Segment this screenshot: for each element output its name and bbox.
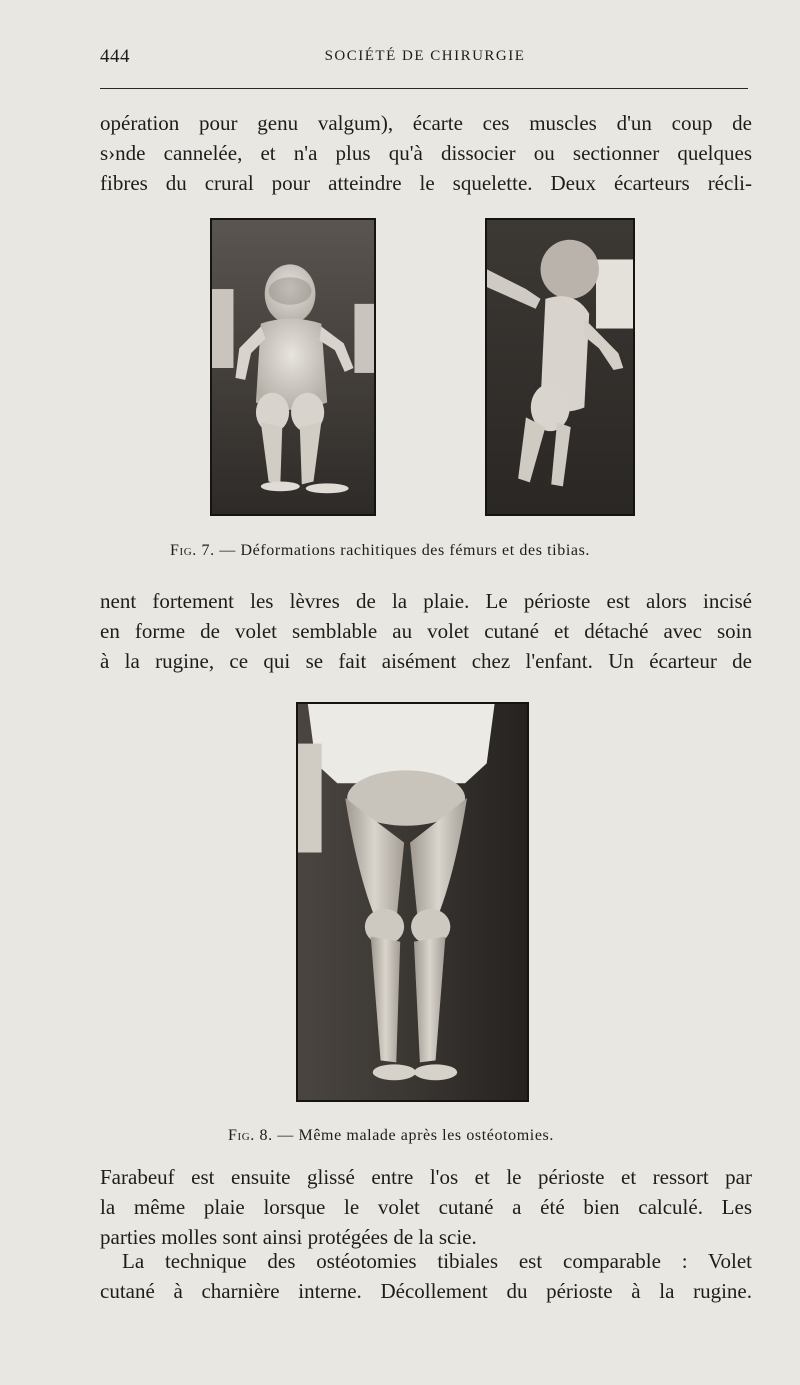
fig7-caption-text: — Déformations rachitiques des fémurs et des tibias. [219, 542, 590, 559]
text-line: opération pour genu valgum), écarte ces muscles d'un coup de [100, 111, 752, 135]
text-line: parties molles sont ainsi protégées de la scie. [100, 1225, 477, 1249]
fig7-label: Fig. 7. [170, 542, 215, 559]
paragraph-1 [100, 108, 752, 198]
running-head: SOCIÉTÉ DE CHIRURGIE [324, 48, 526, 64]
text-line: cutané à charnière interne. Décollement du périoste à la rugine. [100, 1279, 752, 1303]
fig8-label: Fig. 8. [228, 1127, 273, 1144]
header-rule [100, 88, 748, 89]
fig8-photo [296, 702, 529, 1102]
text-line: en forme de volet semblable au volet cutané et détaché avec soin [100, 619, 752, 643]
text-line: s›nde cannelée, et n'a plus qu'à dissocier ou sectionner quelques [100, 141, 752, 165]
text-line: La technique des ostéotomies tibiales est comparable : Volet [122, 1249, 752, 1273]
paragraph-3 [100, 1162, 752, 1252]
page-number: 444 [100, 46, 130, 67]
text-line: Farabeuf est ensuite glissé entre l'os et le périoste et ressort par [100, 1165, 752, 1189]
text-line: à la rugine, ce qui se fait aisément chez l'enfant. Un écarteur de [100, 649, 752, 673]
paragraph-2 [100, 586, 752, 676]
text-line: nent fortement les lèvres de la plaie. Le périoste est alors incisé [100, 589, 752, 613]
fig7-photo-front [210, 218, 376, 516]
fig8-caption-text: — Même malade après les ostéotomies. [277, 1127, 554, 1144]
page-header [100, 46, 750, 74]
paragraph-4 [100, 1246, 752, 1306]
fig7-caption [170, 542, 590, 560]
text-line: fibres du crural pour atteindre le squelette. Deux écarteurs récli- [100, 171, 752, 195]
fig8-caption [228, 1127, 554, 1145]
text-line: la même plaie lorsque le volet cutané a été bien calculé. Les [100, 1195, 752, 1219]
fig7-photo-back [485, 218, 635, 516]
